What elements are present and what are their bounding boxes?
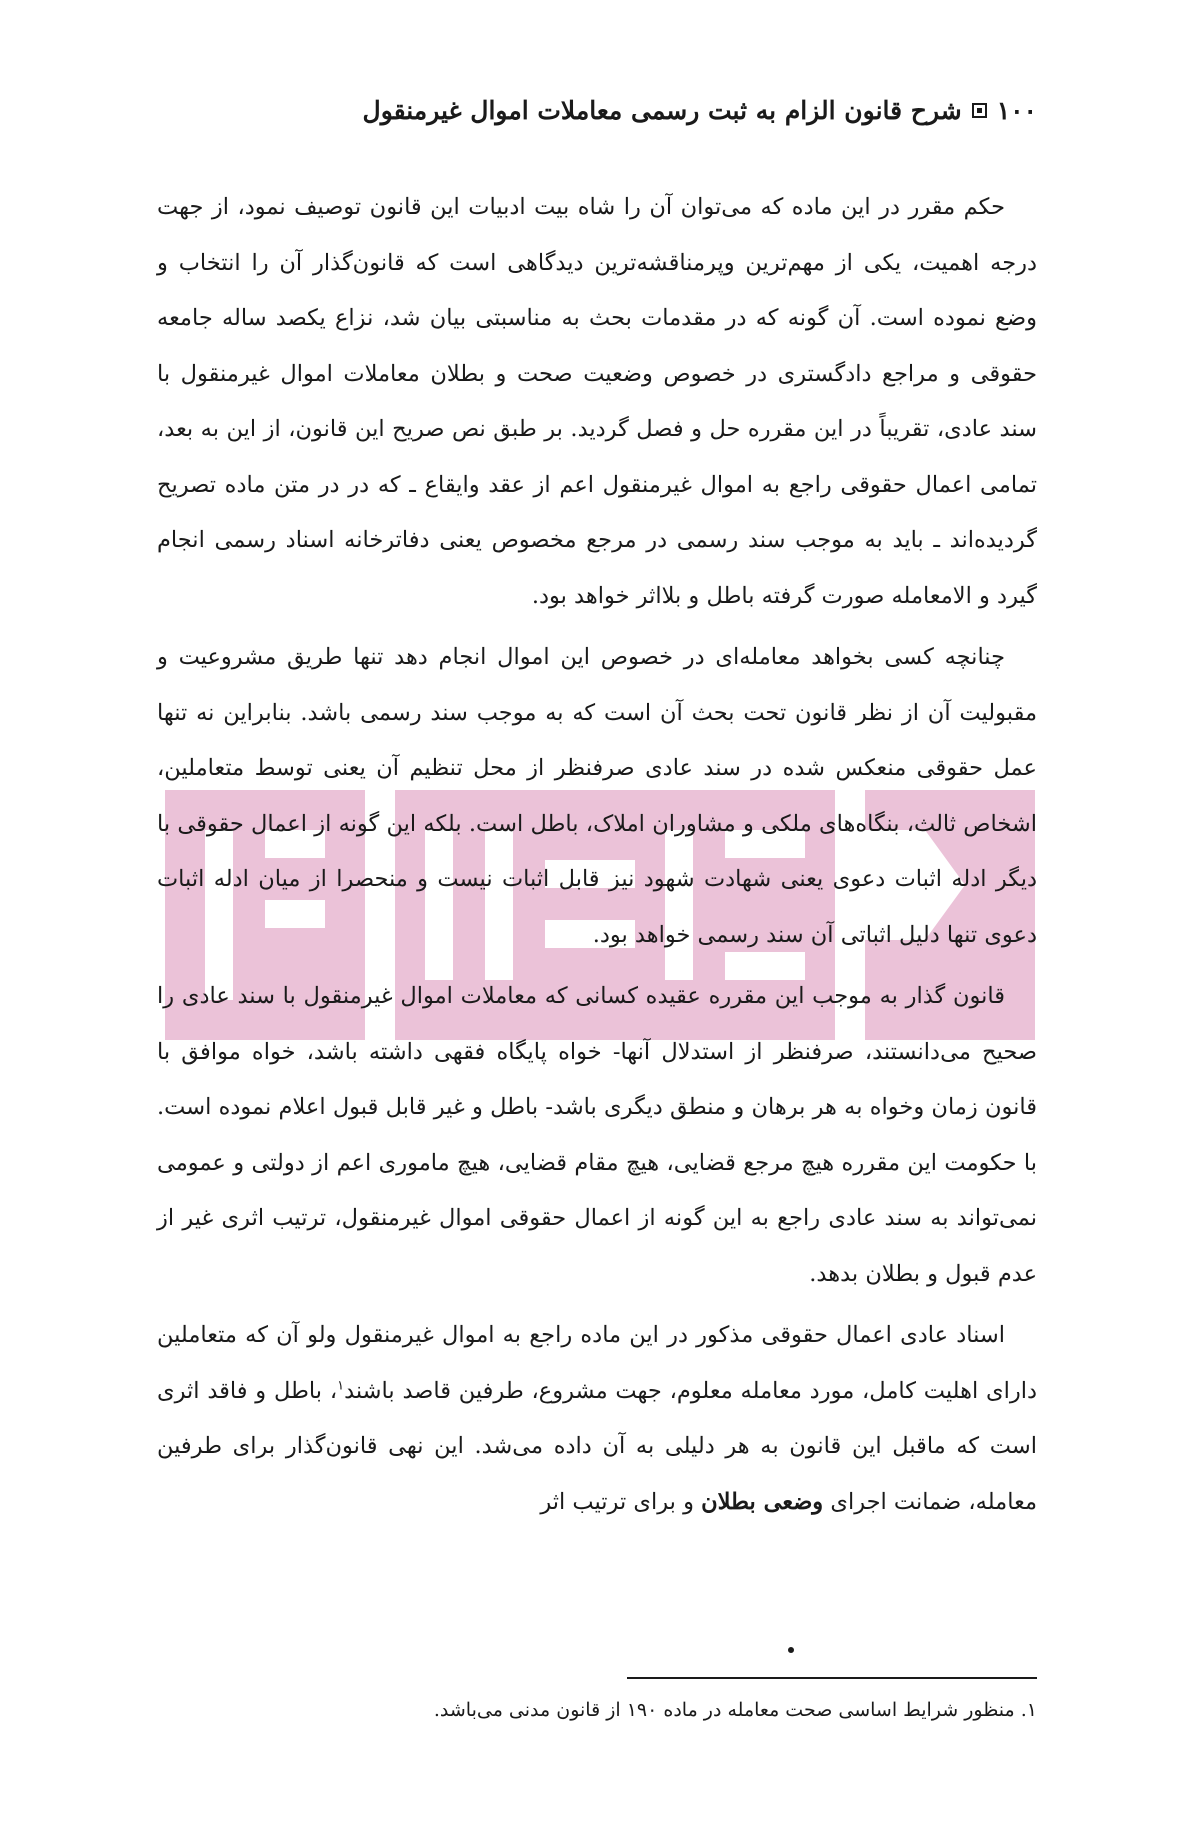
stray-dot <box>788 1647 794 1653</box>
footnote-divider <box>627 1677 1037 1679</box>
running-title: شرح قانون الزام به ثبت رسمی معاملات اموال غیرمنقول <box>362 96 962 125</box>
paragraph-4 <box>157 1308 1037 1530</box>
paragraph-4-end: و برای ترتیب اثر <box>540 1488 702 1515</box>
paragraph-4-middle: ، باطل و فاقد اثری است که ماقبل این قانون به هر دلیلی به آن داده می‌شد. این نهی قانون‌گذار برای طرفین معامله، ضمانت اجرای <box>157 1377 1037 1515</box>
paragraph-3: قانون گذار به موجب این مقرره عقیده کسانی که معاملات اموال غیرمنقول با سند عادی را صحیح می‌دانستند، صرفنظر از استدلال آنها- خواه پایگاه فقهی داشته باشد، خواه موافق با قانون زمان وخواه به هر برهان و منطق دیگری باشد- باطل و غیر قابل قبول اعلام نموده است. با حکومت این مقرره هیچ مرجع قضایی، هیچ مقام قضایی، هیچ ماموری اعم از دولتی و عمومی نمی‌تواند به سند عادی راجع به این گونه از اعمال حقوقی اموال غیرمنقول، ترتیب اثری غیر از عدم قبول و بطلان بدهد. <box>157 983 1037 1287</box>
bold-phrase: وضعی بطلان <box>701 1488 824 1515</box>
paragraph-2: چنانچه کسی بخواهد معامله‌ای در خصوص این اموال انجام دهد تنها طریق مشروعیت و مقبولیت آن از نظر قانون تحت بحث آن است که به موجب سند رسمی باشد. بنابراین نه تنها عمل حقوقی منعکس شده در سند عادی صرفنظر از محل تنظیم آن یعنی توسط متعاملین، اشخاص ثالث، بنگاه‌های ملکی و مشاوران املاک، باطل است. بلکه این گونه از اعمال حقوقی با دیگر ادله اثبات دعوی یعنی شهادت شهود نیز قابل اثبات نیست و منحصرا از میان ادله اثبات دعوی تنها دلیل اثباتی آن سند رسمی خواهد بود. <box>157 644 1037 948</box>
page-number: ۱۰۰ <box>996 96 1037 125</box>
running-header <box>363 96 1037 125</box>
square-bullet-icon <box>972 103 987 118</box>
footnote-reference[interactable]: ۱ <box>337 1378 345 1393</box>
paragraph-1: حکم مقرر در این ماده که می‌توان آن را شاه بیت ادبیات این قانون توصیف نمود، از جهت درجه اهمیت، یکی از مهم‌ترین وپرمناقشه‌ترین دیدگاهی است که قانون‌گذار آن را انتخاب و وضع نموده است. آن گونه که در مقدمات بحث به مناسبتی بیان شد، نزاع یکصد ساله جامعه حقوقی و مراجع دادگستری در خصوص وضعیت صحت و بطلان معاملات اموال غیرمنقول با سند عادی، تقریباً در این مقرره حل و فصل گردید. بر طبق نص صریح این قانون، از این به بعد، تمامی اعمال حقوقی راجع به اموال غیرمنقول اعم از عقد وایقاع ـ که در در متن ماده تصریح گردیده‌اند ـ باید به موجب سند رسمی در مرجع مخصوص یعنی دفاترخانه اسناد رسمی انجام گیرد و الامعامله صورت گرفته باطل و بلااثر خواهد بود. <box>157 194 1037 609</box>
paragraph-4-start: اسناد عادی اعمال حقوقی مذکور در این ماده راجع به اموال غیرمنقول ولو آن که متعاملین دارای اهلیت کامل، مورد معامله معلوم، جهت مشروع، طرفین قاصد باشند <box>157 1322 1037 1404</box>
body-text <box>157 180 1037 1536</box>
footnote: ۱. منظور شرایط اساسی صحت معامله در ماده ۱۹۰ از قانون مدنی می‌باشد. <box>433 1699 1037 1721</box>
